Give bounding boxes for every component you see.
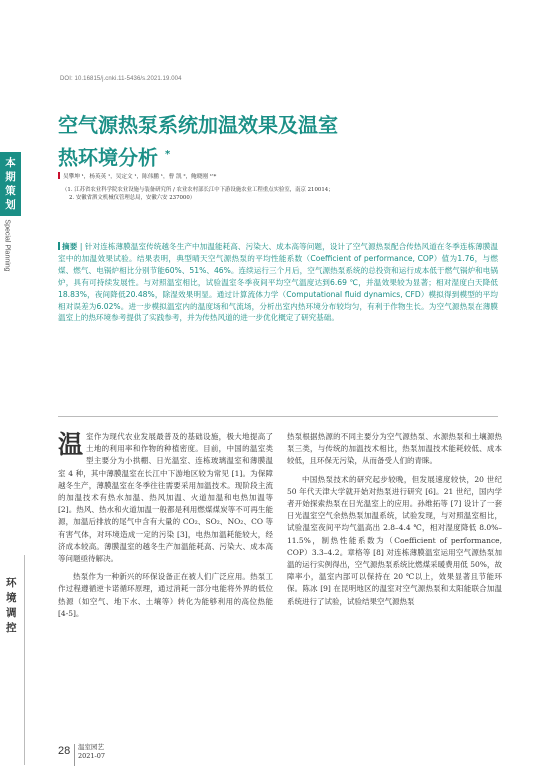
footer-divider [74, 744, 75, 766]
title-line-2: 热环境分析 [58, 145, 158, 170]
affiliations [62, 186, 334, 202]
journal-name: 温室园艺 [78, 743, 104, 751]
abstract-divider: | [77, 242, 85, 251]
drop-cap: 温 [58, 430, 84, 459]
article-title [58, 111, 478, 173]
column-tab [0, 152, 21, 216]
paragraph-2: 热泵作为一种新兴的环保设备正在被人们广泛应用。热泵工作过程遵循逆卡诺循环原理，通过消耗一部分电能将外界的低位热源（如空气、地下水、土壤等）转化为能够利用的高位热能 [4-5]。 [58, 572, 273, 618]
paragraph-4: 中国热泵技术的研究起步较晚，但发展速度较快，20 世纪 50 年代天津大学就开始对热泵进行研究 [6]。21 世纪，国内学者开始探索热泵在日光温室上的应用。孙维拓等 [7] 设计了一套日光温室空气余热热泵加温系统，试验发现，与对照温室相比，试验温室夜间平均气温高出 2.8–4.4 ℃，相对湿度降低 8.0%–11.5%，制热性能系数为（Coefficient of performance, COP）3.3–4.2。章格等 [8] 对连栋薄膜温室运用空气源热泵加温的运行实例得出，空气源热泵系统比燃煤采暖费用低 50%，故障率小，温室内部可以保持在 20 ℃以上，效果显著且节能环保。陈冰 [9] 在昆明地区的温室对空气源热泵和太阳能联合加温系统进行了试验，试验结果空气源热泵 [287, 474, 502, 606]
abstract-label: 摘要 [58, 242, 77, 251]
abstract-rule [58, 416, 498, 417]
side-divider [24, 555, 25, 765]
page-number: 28 [58, 745, 71, 757]
author-marker [58, 172, 60, 179]
affiliation-2: 2. 安徽省泗文机械仪管理总局，安徽六安 237000） [69, 195, 196, 201]
title-line-1: 空气源热泵系统加温效果及温室 [58, 113, 338, 137]
journal-issue: 2021-07 [78, 752, 106, 760]
section-label: 环境调控 [6, 577, 17, 634]
body-column-left [58, 431, 273, 620]
doi-text: DOI: 10.16815/j.cnki.11-5436/s.2021.19.004 [60, 76, 182, 82]
author-list [58, 172, 216, 180]
paragraph-1-text: 室作为现代农业发展最普及的基础设施，极大地提高了土地的利用率和作物的种植密度。目前，中国的温室类型主要分为小拱棚、日光温室、连栋玻璃温室和薄膜温室 4 种，其中薄膜温室在长江中下游地区较为常见 [1]。为保障越冬生产，薄膜温室在冬季往往需要采用加温技术。现阶段主流的加温技术有热水加温、热风加温、火道加温和电热加温等 [2]。热风、热水和火道加温一般都是利用燃煤煤炭等不可再生能源，加温后排放的尾气中含有大量的 CO₂、SO₂、NO₂、CO 等有害气体，对环境造成一定的污染 [3]，电热加温耗能较大，经济成本较高。薄膜温室的越冬生产加温能耗高、污染大、成本高等问题亟待解决。 [58, 432, 273, 564]
paragraph-3: 热泵根据热源的不同主要分为空气源热泵、水源热泵和土壤源热泵三类，与传统的加温技术相比，热泵加温技术能耗较低、成本较低，且环保无污染，从而备受人们的青睐。 [287, 432, 502, 466]
body-column-right [287, 431, 502, 608]
affiliation-1: （1. 江苏省农业科学院农业设施与装备研究所 / 农业农村部长江中下游设施农业工程重点实验室，南京 210014； [62, 187, 334, 193]
column-english-text: Special Planning [3, 219, 11, 272]
column-tab-english [3, 220, 17, 280]
journal-info [78, 743, 105, 761]
abstract-block [58, 241, 498, 324]
authors-text: 吴攀坤 ¹，杨英英 ¹，吴定文 ¹，陈伟鹏 ¹，曹 凯 ²，鲍晓刚 ¹'* [63, 174, 217, 180]
column-tab-text: 本期策划 [5, 157, 16, 211]
abstract-text: 针对连栋薄膜温室传统越冬生产中加温能耗高、污染大、成本高等问题，设计了空气源热泵配合传热风道在冬季连栋薄膜温室中的加温效果试验。结果表明，典型晴天空气源热泵的平均性能系数（Coefficient of performance, COP）值为1.76，与燃煤、燃气、电锅炉相比分别节能60%、51%、46%。连续运行三个月后，空气源热泵系统的总投资和运行成本低于燃气锅炉和电锅炉，具有可持续发展性。与对照温室相比，试验温室冬季夜间平均空气温度达到6.69 ℃，并温效果较为显著；相对湿度白天降低18.83%，夜间降低20.48%，除湿效果明显。通过计算流体力学（Computational fluid dynamics, CFD）模拟得到模型的平均相对误差为6.02%。进一步模拟温室内的温度场和气流场，分析出室内热环境分布较均匀，有利于作物生长。为空气源热泵在薄膜温室上的热环境参考提供了实践参考，并为传热风道的进一步优化概定了研究基础。 [58, 242, 499, 323]
paragraph-1 [58, 431, 273, 565]
title-footnote-mark: * [164, 149, 171, 160]
